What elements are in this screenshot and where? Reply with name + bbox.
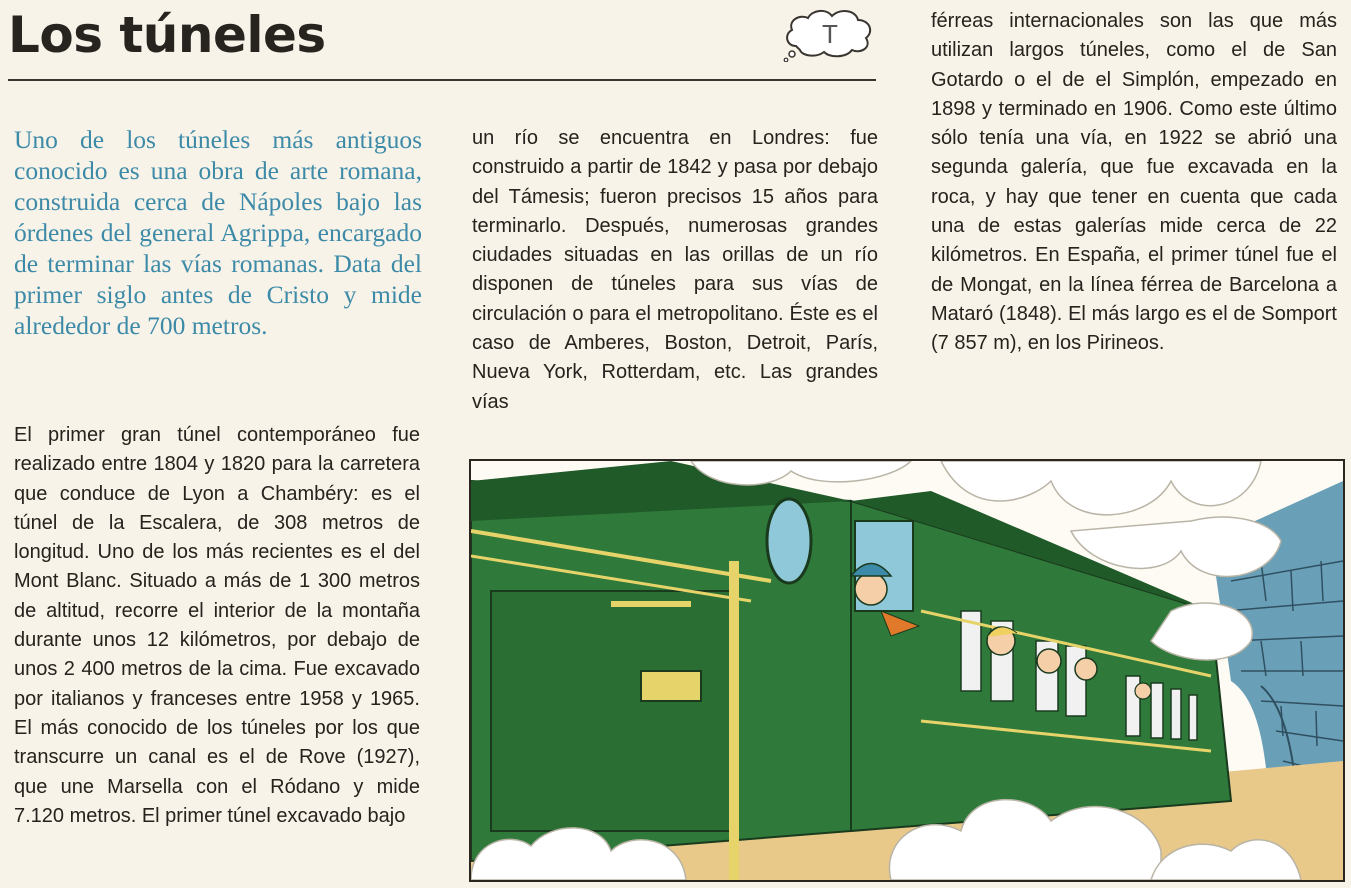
body-text-col2: un río se encuentra en Londres: fue construido a partir de 1842 y pasa por debajo del Támesis; fueron precisos 15 años para terminarlo. Después, numerosas grandes ciudades situadas en las orillas de un río disponen de túneles para sus vías de circulación o para el metropolitano. Éste es el caso de Amberes, Boston, Detroit, París, Nueva York, Rotterdam, etc. Las grandes vías bbox=[472, 127, 878, 413]
speech-bubble-logo-icon bbox=[782, 6, 878, 62]
body-column-2 bbox=[472, 124, 878, 417]
title-divider bbox=[8, 79, 876, 81]
body-column-3 bbox=[931, 7, 1337, 359]
lead-text: Uno de los túneles más antiguos conocido es una obra de arte romana, construida cerca de Nápoles bajo las órdenes del general Agrippa, encargado de terminar las vías romanas. Data del primer siglo antes de Cristo y mide alrededor de 700 metros. bbox=[14, 125, 422, 340]
body-column-1 bbox=[14, 421, 420, 831]
train-illustration bbox=[469, 459, 1345, 882]
page-title: Los túneles bbox=[8, 6, 326, 64]
lead-paragraph bbox=[14, 124, 422, 341]
logo-letter: T bbox=[822, 19, 838, 49]
locomotive bbox=[471, 461, 851, 880]
body-text-col1: El primer gran túnel contemporáneo fue realizado entre 1804 y 1820 para la carretera que conduce de Lyon a Chambéry: es el túnel de la Escalera, de 308 metros de longitud. Uno de los más recientes es el del Mont Blanc. Situado a más de 1 300 metros de altitud, recorre el interior de la montaña durante unos 12 kilómetros, por debajo de unos 2 400 metros de la cima. Fue excavado por italianos y franceses entre 1958 y 1965. El más conocido de los túneles por los que transcurre un canal es el de Rove (1927), que une Marsella con el Ródano y mide 7.120 metros. El primer túnel excavado bajo bbox=[14, 424, 420, 827]
body-text-col3: férreas internacionales son las que más utilizan largos túneles, como el de San Gotardo o el de el Simplón, empezado en 1898 y terminado en 1906. Como este último sólo tenía una vía, en 1922 se abrió una segunda galería, que fue excavada en la roca, y hay que tener en cuenta que cada una de estas galerías mide cerca de 22 kilómetros. En España, el primer túnel fue el de Mongat, en la línea férrea de Barcelona a Mataró (1848). El más largo es el de Somport (7 857 m), en los Pirineos. bbox=[931, 10, 1337, 355]
